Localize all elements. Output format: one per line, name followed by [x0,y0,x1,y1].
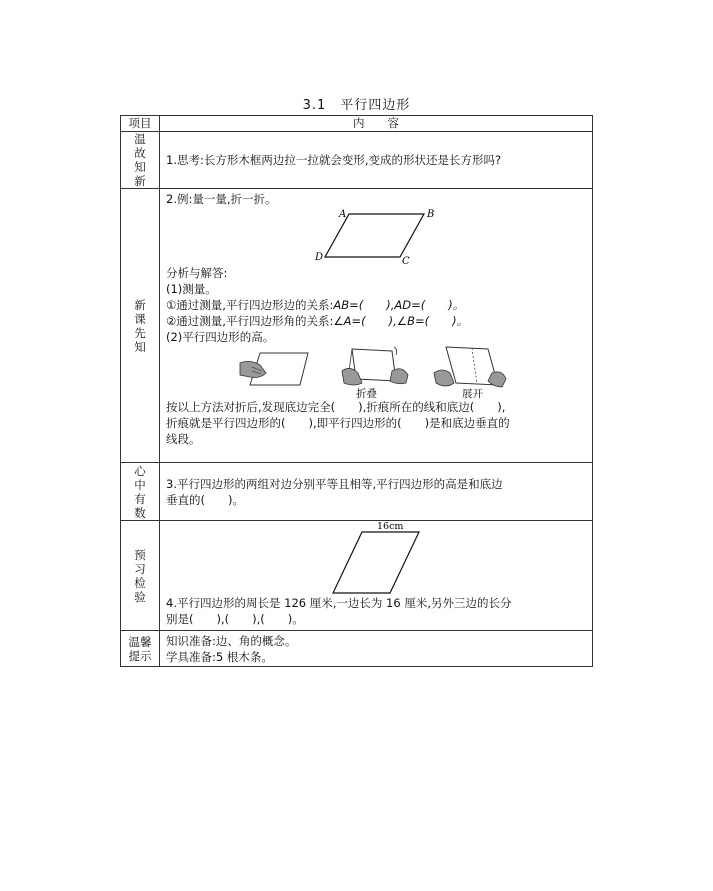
label-preview [121,189,160,463]
vertex-d-label: D [315,252,324,263]
fold-paragraph-2: 折痕就是平行四边形的( ),即平行四边形的( )是和底边垂直的 [166,416,510,430]
row-preview [121,189,593,463]
blank-angle-b: ∠B=( )。 [396,314,469,328]
label-char: 温 [134,132,146,146]
fold-paragraph-3: 线段。 [166,432,201,446]
content-review [160,132,593,189]
label-char: 检 [134,575,146,590]
question-3-line-1: 3.平行四边形的两组对边分别平等且相等,平行四边形的高是和底边 [166,476,503,491]
parallelogram-16cm-figure [166,521,586,595]
label-char: 知 [134,160,146,174]
measure-angles [166,313,586,329]
question-4-line-2: 别是( ),( ),( )。 [166,612,304,626]
question-3-line-2: 垂直的( )。 [166,492,244,507]
label-char: 习 [134,561,146,576]
label-char: 数 [134,505,146,520]
content-preview [160,189,593,463]
row-tips [121,631,593,667]
label-char: 预 [134,547,146,562]
blank-angle-a: ∠A=( ), [333,314,397,328]
label-char: 有 [134,491,146,506]
fold-paper-icon [342,347,408,385]
open-label: 展开 [462,388,483,399]
question-2: 2.例:量一量,折一折。 [166,192,277,206]
vertex-b-label: B [427,209,435,220]
blank-ab: AB=( ), [333,298,395,312]
label-tips [121,631,160,667]
question-4-line-1: 4.平行四边形的周长是 126 厘米,一边长为 16 厘米,另外三边的长分 [166,596,512,610]
label-review [121,132,160,189]
measure-sides-prefix: ①通过测量,平行四边形边的关系: [166,298,334,312]
row-check [121,521,593,631]
label-line: 提示 [128,648,152,663]
tip-tools: 学具准备:5 根木条。 [166,649,273,664]
vertex-a-label: A [339,209,347,220]
parallelogram-abcd-figure [166,207,586,265]
label-char: 中 [134,477,146,492]
row-review [121,132,593,189]
height-heading: (2)平行四边形的高。 [166,330,275,344]
question-1: 1.思考:长方形木框两边拉一拉就会变形,变成的形状还是长方形吗? [166,153,502,167]
header-project: 项目 [121,116,160,132]
analysis-heading: 分析与解答: [166,266,228,280]
label-char: 新 [134,297,146,312]
label-line: 温馨 [128,634,152,649]
side-length-label: 16cm [377,521,404,532]
open-paper-icon [434,347,506,387]
fold-paragraph-1: 按以上方法对折后,发现底边完全( ),折痕所在的线和底边( ), [166,400,506,414]
label-char: 知 [134,339,146,354]
content-check [160,521,593,631]
header-content: 内 容 [160,116,593,132]
label-char: 新 [134,174,146,188]
worksheet-table [120,115,593,667]
tip-knowledge: 知识准备:边、角的概念。 [166,633,297,648]
content-summary [160,463,593,521]
page-title: 3.1 平行四边形 [302,98,411,113]
row-summary [121,463,593,521]
vertex-c-label: C [402,256,410,265]
label-char: 先 [134,325,146,340]
content-tips [160,631,593,667]
fold-label: 折叠 [356,388,377,399]
label-char: 验 [134,589,146,604]
folding-illustration [166,345,586,399]
label-check [121,521,160,631]
header-row [121,116,593,132]
hold-paper-icon [240,353,308,385]
label-char: 故 [134,146,146,160]
blank-ad: AD=( )。 [394,298,465,312]
measure-heading: (1)测量。 [166,282,217,296]
measure-sides [166,297,586,313]
label-char: 心 [134,463,146,478]
label-summary [121,463,160,521]
label-char: 课 [134,311,146,326]
measure-angles-prefix: ②通过测量,平行四边形角的关系: [166,314,334,328]
